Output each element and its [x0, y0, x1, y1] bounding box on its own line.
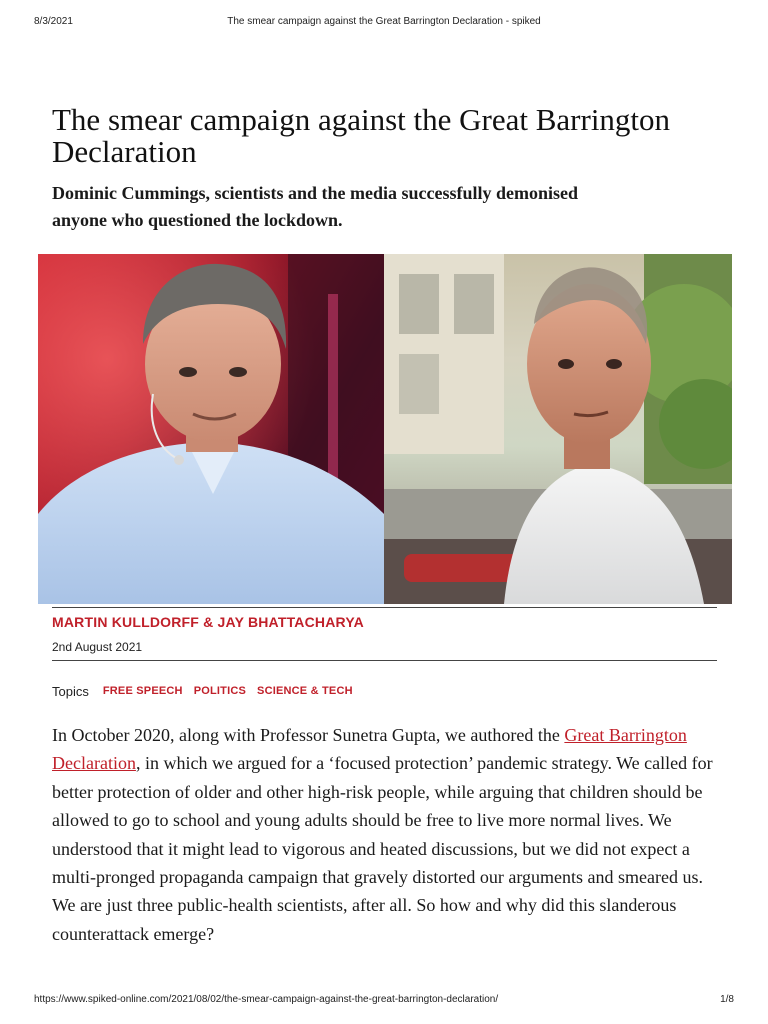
body-text-after-link: , in which we argued for a ‘focused protection’ pandemic strategy. We called for better protection of older and other high-risk people, while arguing that children should be allowed to go to school and young adults should be free to live more normal lives. We understood that it might lead to vigorous and heated discussions, but we did not expect a multi-pronged propaganda campaign that gravely distorted our arguments and smeared us. We are just three public-health scientists, after all. So how and why did this slanderous counterattack emerge?: [52, 753, 713, 944]
print-url: https://www.spiked-online.com/2021/08/02/the-smear-campaign-against-the-great-barrington-declaration/: [34, 994, 499, 1005]
article-headline: The smear campaign against the Great Barrington Declaration: [52, 102, 671, 169]
print-date: 8/3/2021: [34, 16, 73, 27]
hero-image: [38, 254, 732, 604]
print-document-title: The smear campaign against the Great Barrington Declaration - spiked: [227, 16, 541, 27]
body-text-before-link: In October 2020, along with Professor Sunetra Gupta, we authored the: [52, 725, 565, 745]
hero-photo-right: [384, 254, 732, 604]
print-header: [0, 16, 768, 30]
article-standfirst: Dominic Cummings, scientists and the media successfully demonised anyone who questioned the lockdown.: [52, 183, 579, 230]
byline-divider-top: [52, 607, 717, 608]
photo-man-red-studio-background: [38, 254, 384, 604]
print-footer: [0, 994, 768, 1008]
article-author[interactable]: MARTIN KULLDORFF & JAY BHATTACHARYA: [52, 614, 364, 630]
article-date: 2nd August 2021: [52, 640, 143, 654]
topic-tag-politics[interactable]: POLITICS: [193, 685, 247, 697]
byline-divider-bottom: [52, 660, 717, 661]
topic-tag-free-speech[interactable]: FREE SPEECH: [102, 685, 183, 697]
hero-photo-left: [38, 254, 384, 604]
topics-bar: [52, 683, 364, 699]
topic-tag-science-tech[interactable]: SCIENCE & TECH: [257, 685, 353, 697]
topics-label: Topics: [52, 683, 89, 699]
print-page-number: 1/8: [720, 994, 734, 1005]
article-body-paragraph: [52, 721, 718, 948]
photo-man-street-background: [384, 254, 732, 604]
great-barrington-declaration-link[interactable]: Great Barrington Declaration: [52, 725, 687, 774]
